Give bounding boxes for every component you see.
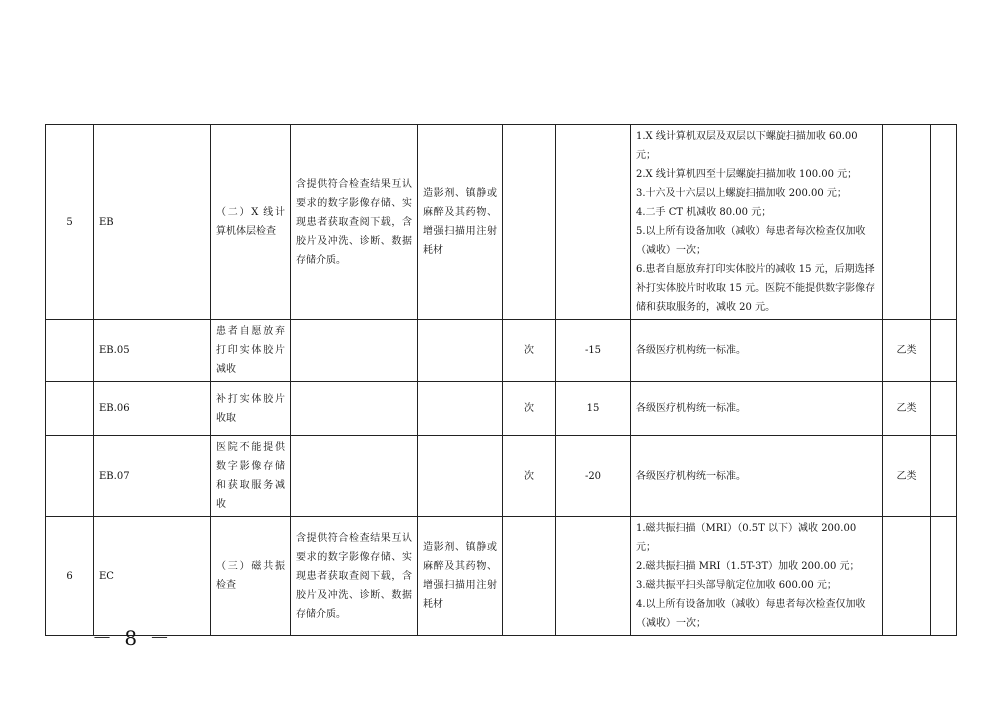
excluded-cell — [418, 320, 503, 382]
price-cell — [556, 517, 631, 636]
remark-cell — [931, 517, 957, 636]
remark-cell — [931, 125, 957, 320]
code-cell: EC — [94, 517, 211, 636]
content-cell — [291, 320, 418, 382]
content-cell — [291, 382, 418, 436]
table-row — [46, 382, 957, 436]
item-name-cell: 补打实体胶片收取 — [211, 382, 291, 436]
item-name-cell: 患者自愿放弃打印实体胶片减收 — [211, 320, 291, 382]
table-row — [46, 125, 957, 320]
seq-cell — [46, 382, 94, 436]
unit-cell — [503, 517, 556, 636]
fee-table — [45, 124, 957, 636]
remark-cell — [931, 436, 957, 517]
code-cell: EB.05 — [94, 320, 211, 382]
code-cell: EB.07 — [94, 436, 211, 517]
seq-cell: 6 — [46, 517, 94, 636]
category-cell — [883, 125, 931, 320]
category-cell: 乙类 — [883, 320, 931, 382]
page-number: － 8 － — [92, 626, 173, 650]
price-cell: 15 — [556, 382, 631, 436]
excluded-cell: 造影剂、镇静或麻醉及其药物、增强扫描用注射耗材 — [418, 125, 503, 320]
table-row — [46, 517, 957, 636]
notes-cell: 1.X 线计算机双层及双层以下螺旋扫描加收 60.00 元； 2.X 线计算机四至十层螺旋扫描加收 100.00 元； 3.十六及十六层以上螺旋扫描加收 200.00 元； 4.二手 CT 机减收 80.00 元； 5.以上所有设备加收（减收）每患者每次检查仅加收（减收）一次； 6.患者自愿放弃打印实体胶片的减收 15 元，后期选择补打实体胶片时收取 15 元。医院不能提供数字影像存储和获取服务的，减收 20 元。 — [631, 125, 883, 320]
seq-cell — [46, 436, 94, 517]
notes-cell: 各级医疗机构统一标准。 — [631, 320, 883, 382]
table-row — [46, 320, 957, 382]
price-cell: -15 — [556, 320, 631, 382]
category-cell: 乙类 — [883, 382, 931, 436]
content-cell: 含提供符合检查结果互认要求的数字影像存储、实现患者获取查阅下载，含胶片及冲洗、诊断、数据存储介质。 — [291, 125, 418, 320]
code-cell: EB — [94, 125, 211, 320]
price-cell — [556, 125, 631, 320]
item-name-cell: （二）X 线计算机体层检查 — [211, 125, 291, 320]
excluded-cell: 造影剂、镇静或麻醉及其药物、增强扫描用注射耗材 — [418, 517, 503, 636]
excluded-cell — [418, 436, 503, 517]
code-cell: EB.06 — [94, 382, 211, 436]
unit-cell — [503, 125, 556, 320]
table-row — [46, 436, 957, 517]
seq-cell — [46, 320, 94, 382]
item-name-cell: （三）磁共振检查 — [211, 517, 291, 636]
notes-cell: 各级医疗机构统一标准。 — [631, 436, 883, 517]
price-cell: -20 — [556, 436, 631, 517]
remark-cell — [931, 382, 957, 436]
unit-cell: 次 — [503, 436, 556, 517]
seq-cell: 5 — [46, 125, 94, 320]
unit-cell: 次 — [503, 320, 556, 382]
notes-cell: 1.磁共振扫描（MRI）（0.5T 以下）减收 200.00 元； 2.磁共振扫描 MRI（1.5T-3T）加收 200.00 元； 3.磁共振平扫头部导航定位加收 600.00 元； 4.以上所有设备加收（减收）每患者每次检查仅加收（减收）一次； — [631, 517, 883, 636]
content-cell: 含提供符合检查结果互认要求的数字影像存储、实现患者获取查阅下载，含胶片及冲洗、诊断、数据存储介质。 — [291, 517, 418, 636]
category-cell — [883, 517, 931, 636]
content-cell — [291, 436, 418, 517]
category-cell: 乙类 — [883, 436, 931, 517]
remark-cell — [931, 320, 957, 382]
item-name-cell: 医院不能提供数字影像存储和获取服务减收 — [211, 436, 291, 517]
excluded-cell — [418, 382, 503, 436]
unit-cell: 次 — [503, 382, 556, 436]
notes-cell: 各级医疗机构统一标准。 — [631, 382, 883, 436]
